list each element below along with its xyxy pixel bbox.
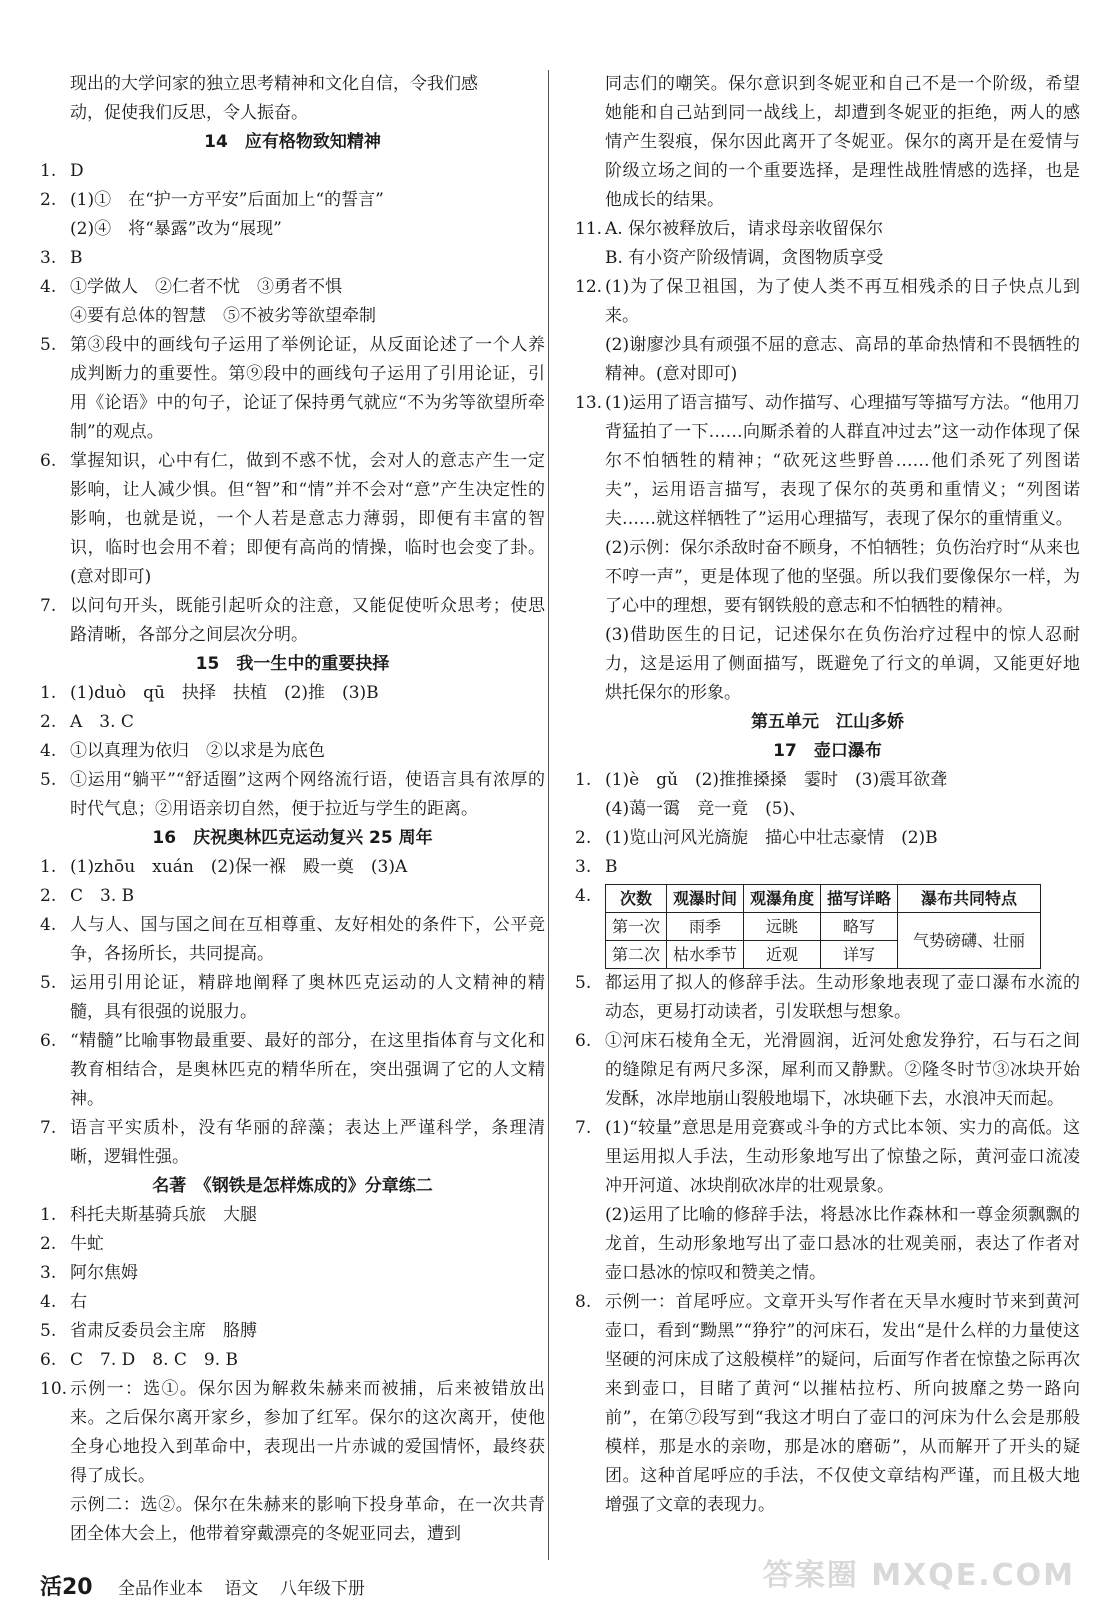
answer-14-7: 7. 以问句开头，既能引起听众的注意，又能促使听众思考；使思路清晰，各部分之间层次分明。 — [40, 596, 545, 645]
answer-15-5: 5. ①运用“躺平”“舒适圈”这两个网络流行语，使语言具有浓厚的时代气息；②用语亲切自然，便于拉近与学生的距离。 — [40, 770, 545, 819]
answer-mz-13-c: (3)借助医生的日记，记述保尔在负伤治疗过程中的惊人忍耐力，这是运用了侧面描写，既避免了行文的单调，又能更好地烘托保尔的形象。 — [605, 625, 1080, 703]
answer-mz-5: 5. 省肃反委员会主席 胳膊 — [40, 1321, 257, 1341]
answer-mz-11-b: B. 有小资产阶级情调，贪图物质享受 — [605, 248, 884, 268]
answer-mz-4: 4. 右 — [40, 1292, 87, 1312]
answer-17-7-b: (2)运用了比喻的修辞手法，将悬冰比作森林和一尊金须飘飘的龙首，生动形象地写出了壶口悬冰的壮观美丽，表达了作者对壶口悬冰的惊叹和赞美之情。 — [605, 1205, 1080, 1283]
answer-mz-12-b: (2)谢廖沙具有顽强不屈的意志、高昂的革命热情和不畏牺牲的精神。(意对即可) — [605, 335, 1080, 384]
answer-16-1: 1. (1)zhōu xuán (2)保一褓 殿一奠 (3)A — [40, 857, 408, 877]
answer-17-2: 2. (1)览山河风光旖旎 描心中壮志豪情 (2)B — [575, 828, 938, 848]
answer-16-6: 6. “精髓”比喻事物最重要、最好的部分，在这里指体育与文化和教育相结合，是奥林匹克的精华所在，突出强调了它的人文精神。 — [40, 1031, 545, 1109]
answer-17-1: 1. (1)è gǔ (2)推推搡搡 霎时 (3)震耳欲聋 — [575, 770, 948, 790]
answer-mz-3: 3. 阿尔焦姆 — [40, 1263, 138, 1283]
book-name: 全品作业本 — [118, 1579, 204, 1599]
answer-14-4: 4. ①学做人 ②仁者不忧 ③勇者不惧 — [40, 277, 342, 297]
answer-14-3: 3. B — [40, 248, 83, 268]
section-14-title: 14 应有格物致知精神 — [204, 132, 381, 152]
table-cell: 枯水季节 — [667, 941, 744, 969]
watermark: 答案圈 MXQE.COM — [762, 1558, 1075, 1593]
section-17-title: 17 壶口瀑布 — [773, 741, 882, 761]
answer-14-2-b: (2)④ 将“暴露”改为“展现” — [70, 219, 282, 239]
answer-15-1: 1. (1)duò qū 抉择 扶植 (2)推 (3)B — [40, 683, 379, 703]
answer-15-2: 2. A 3. C — [40, 712, 134, 732]
answer-mz-13-b: (2)示例：保尔杀敌时奋不顾身，不怕牺牲；负伤治疗时“从来也不哼一声”，更是体现了他的坚强。所以我们要像保尔一样，为了心中的理想，要有钢铁般的意志和不怕牺牲的精神。 — [605, 538, 1080, 616]
classic-title: 名著 《钢铁是怎样炼成的》分章练二 — [152, 1176, 433, 1196]
table-cell: 雨季 — [667, 913, 744, 941]
grade-name: 八年级下册 — [279, 1579, 365, 1599]
table-header: 观瀑时间 — [667, 885, 744, 913]
continued-text: 同志们的嘲笑。保尔意识到冬妮亚和自己不是一个阶级，希望她能和自己站到同一战线上，却遭到冬妮亚的拒绝，两人的感情产生裂痕，保尔因此离开了冬妮亚。保尔的离开是在爱情与阶级立场之间的一个重要选择，是理性战胜情感的选择，也是他成长的结果。 — [605, 74, 1080, 210]
table-cell: 详写 — [821, 941, 898, 969]
table-header: 瀑布共同特点 — [898, 885, 1041, 913]
answer-mz-11: 11. A. 保尔被释放后，请求母亲收留保尔 — [575, 219, 884, 239]
answer-mz-12: 12. (1)为了保卫祖国，为了使人类不再互相残杀的日子快点儿到来。 — [575, 277, 1080, 326]
intro-line-2: 动，促使我们反思，令人振奋。 — [70, 103, 308, 123]
answer-16-7: 7. 语言平实质朴，没有华丽的辞藻；表达上严谨科学，条理清晰，逻辑性强。 — [40, 1118, 545, 1167]
subject-name: 语文 — [224, 1579, 259, 1599]
unit-title: 第五单元 江山多娇 — [751, 712, 904, 732]
answer-17-8: 8. 示例一：首尾呼应。文章开头写作者在天旱水瘦时节来到黄河壶口，看到“黝黑”“狰狞”的河床石，发出“是什么样的力量使这坚硬的河床成了这般模样”的疑问，后面写作者在惊蛰之际再次来到壶口，目睹了黄河“以摧枯拉朽、所向披靡之势一路向前”，在第⑦段写到“我这才明白了壶口的河床为什么会是那般模样，那是水的亲吻，那是冰的磨砺”，从而解开了开头的疑团。这种首尾呼应的手法，不仅使文章结构严谨，而且极大地增强了文章的表现力。 — [575, 1292, 1080, 1515]
answer-17-4: 4. 次数 观瀑时间 观瀑角度 描写详略 瀑布共同特点 第一次 雨季 远眺 略写 气势磅礴、壮丽 第二次 枯水季节 近观 详写 — [575, 882, 1080, 969]
page-footer — [40, 1570, 381, 1601]
section-15-title: 15 我一生中的重要抉择 — [195, 654, 390, 674]
table-header: 描写详略 — [821, 885, 898, 913]
answer-mz-2: 2. 牛虻 — [40, 1234, 104, 1254]
answer-mz-6: 6. C 7. D 8. C 9. B — [40, 1350, 239, 1370]
answer-mz-10-b: 示例二：选②。保尔在朱赫来的影响下投身革命，在一次共青团全体大会上，他带着穿戴漂亮的冬妮亚同去，遭到 — [70, 1495, 545, 1544]
table-cell: 第二次 — [606, 941, 667, 969]
answer-14-1: 1. D — [40, 161, 84, 181]
column-divider — [548, 70, 549, 1560]
table-cell-common: 气势磅礴、壮丽 — [898, 913, 1041, 969]
answer-16-5: 5. 运用引用论证，精辟地阐释了奥林匹克运动的人文精神的精髓，具有很强的说服力。 — [40, 973, 545, 1022]
answer-16-2: 2. C 3. B — [40, 886, 135, 906]
answer-14-5: 5. 第③段中的画线句子运用了举例论证，从反面论述了一个人养成判断力的重要性。第⑨段中的画线句子运用了引用论证，引用《论语》中的句子，论证了保持勇气就应“不为劣等欲望所牵制”的观点。 — [40, 335, 545, 442]
answer-14-2: 2. (1)① 在“护一方平安”后面加上“的誓言” — [40, 190, 384, 210]
right-column — [575, 70, 1080, 1520]
table-cell: 远眺 — [744, 913, 821, 941]
table-cell: 略写 — [821, 913, 898, 941]
table-cell: 近观 — [744, 941, 821, 969]
answer-15-4: 4. ①以真理为依归 ②以求是为底色 — [40, 741, 325, 761]
answer-17-7: 7. (1)“较量”意思是用竞赛或斗争的方式比本领、实力的高低。这里运用拟人手法，生动形象地写出了惊蛰之际，黄河壶口流凌冲开河道、冰块削砍冰岸的壮观景象。 — [575, 1118, 1080, 1196]
intro-line-1: 现出的大学问家的独立思考精神和文化自信，令我们感 — [70, 74, 478, 94]
answer-16-4: 4. 人与人、国与国之间在互相尊重、友好相处的条件下，公平竞争，各扬所长，共同提高。 — [40, 915, 545, 964]
answer-mz-10: 10. 示例一：选①。保尔因为解救朱赫来而被捕，后来被错放出来。之后保尔离开家乡，参加了红军。保尔的这次离开，使他全身心地投入到革命中，表现出一片赤诚的爱国情怀，最终获得了成长。 — [40, 1379, 545, 1486]
answer-14-4-b: ④要有总体的智慧 ⑤不被劣等欲望牵制 — [70, 306, 376, 326]
table-header: 次数 — [606, 885, 667, 913]
page-number: 活20 — [40, 1575, 93, 1600]
answer-mz-13: 13. (1)运用了语言描写、动作描写、心理描写等描写方法。“他用刀背猛拍了一下……向厮杀着的人群直冲过去”这一动作体现了保尔不怕牺牲的精神；“砍死这些野兽……他们杀死了列图诺夫”，运用语言描写，表现了保尔的英勇和重情义；“列图诺夫……就这样牺牲了”运用心理描写，表现了保尔的重情重义。 — [575, 393, 1080, 529]
table-cell: 第一次 — [606, 913, 667, 941]
answer-17-3: 3. B — [575, 857, 618, 877]
answer-mz-1: 1. 科托夫斯基骑兵旅 大腿 — [40, 1205, 257, 1225]
answer-17-6: 6. ①河床石棱角全无，光滑圆润，近河处愈发狰狞，石与石之间的缝隙足有两尺多深，犀利而又静默。②隆冬时节③冰块开始发酥，冰岸地崩山裂般地塌下，冰块砸下去，水浪冲天而起。 — [575, 1031, 1080, 1109]
answer-14-6: 6. 掌握知识，心中有仁，做到不惑不忧，会对人的意志产生一定影响，让人减少惧。但“智”和“情”并不会对“意”产生决定性的影响，也就是说，一个人若是意志力薄弱，即便有丰富的智识，临时也会用不着；即便有高尚的情操，临时也会变了卦。(意对即可) — [40, 451, 545, 587]
waterfall-table — [605, 884, 1041, 969]
answer-17-1-b: (4)蔼一霭 竞一竟 (5)、 — [605, 799, 807, 819]
answer-17-5: 5. 都运用了拟人的修辞手法。生动形象地表现了壶口瀑布水流的动态，更易打动读者，引发联想与想象。 — [575, 973, 1080, 1022]
table-header: 观瀑角度 — [744, 885, 821, 913]
left-column — [40, 70, 545, 1549]
section-16-title: 16 庆祝奥林匹克运动复兴 25 周年 — [152, 828, 433, 848]
